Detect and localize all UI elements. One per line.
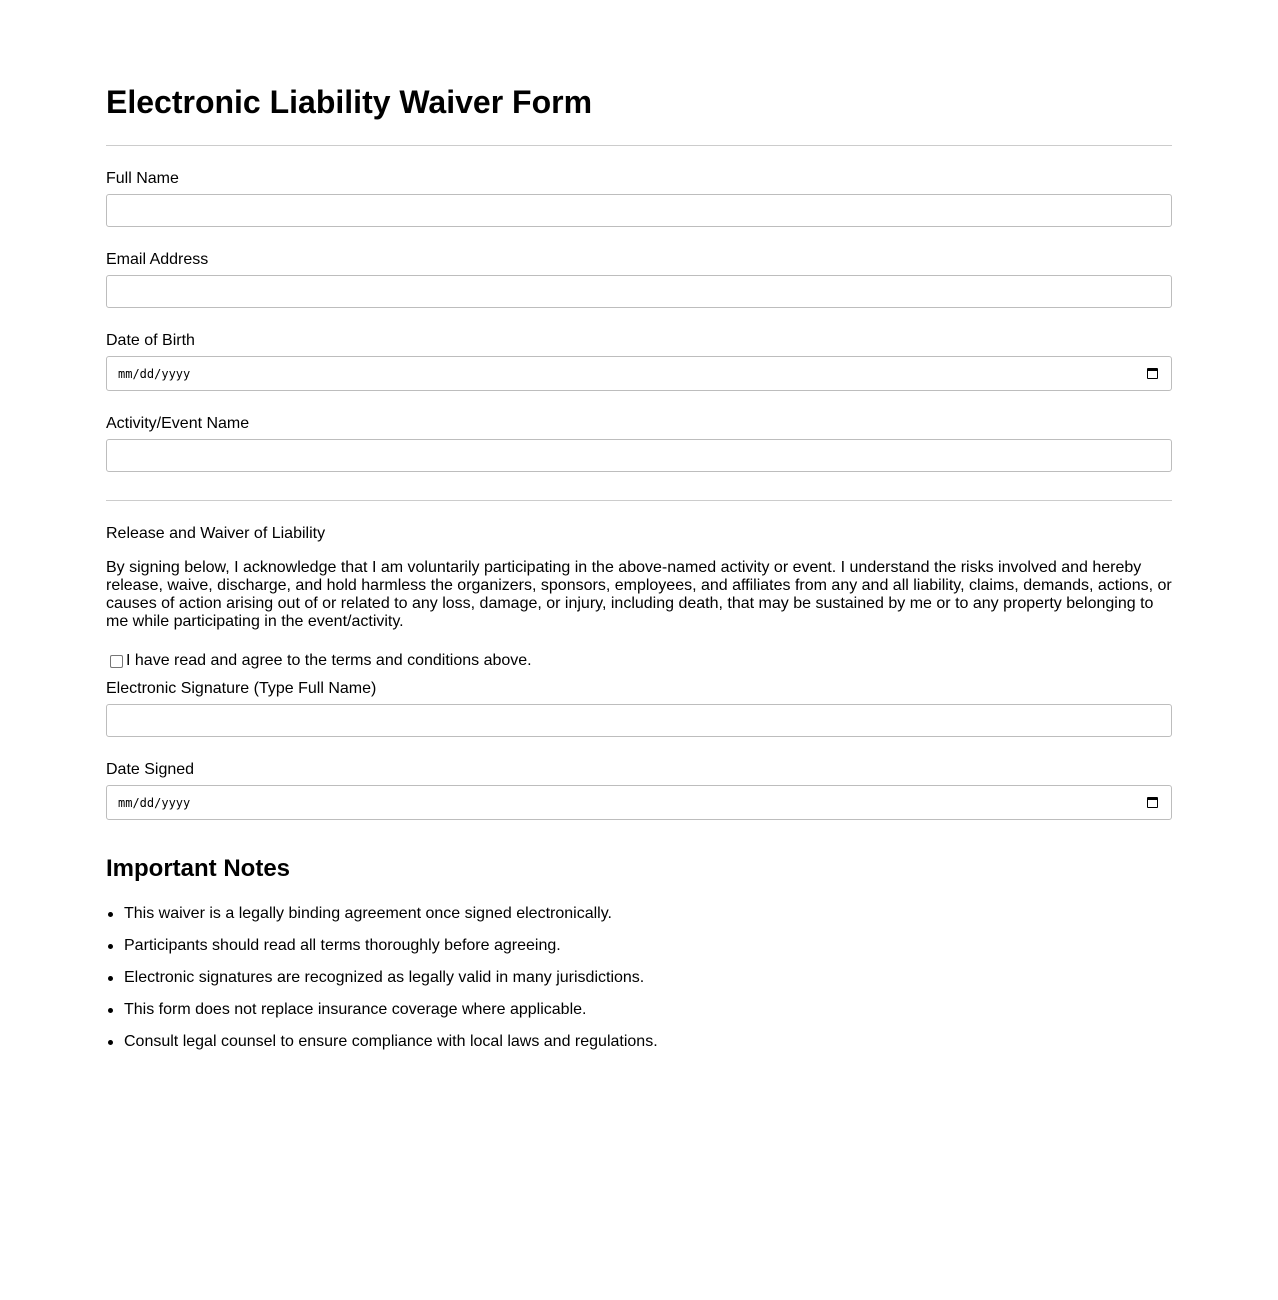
agree-row[interactable] bbox=[110, 651, 532, 671]
section-divider bbox=[106, 500, 1172, 501]
dob-placeholder: mm/dd/yyyy bbox=[118, 367, 191, 381]
bullet-icon bbox=[108, 1040, 113, 1045]
agree-label[interactable]: I have read and agree to the terms and conditions above. bbox=[126, 652, 532, 669]
notes-list bbox=[106, 904, 658, 1064]
activity-input[interactable] bbox=[106, 439, 1172, 472]
email-label: Email Address bbox=[106, 251, 209, 268]
page-title: Electronic Liability Waiver Form bbox=[106, 84, 593, 120]
date-signed-label: Date Signed bbox=[106, 761, 195, 778]
note-text: Electronic signatures are recognized as legally valid in many jurisdictions. bbox=[124, 969, 645, 986]
full-name-label: Full Name bbox=[106, 170, 179, 187]
calendar-icon[interactable] bbox=[1147, 797, 1158, 808]
list-item bbox=[106, 1000, 658, 1032]
list-item bbox=[106, 936, 658, 968]
bullet-icon bbox=[108, 976, 113, 981]
bullet-icon bbox=[108, 912, 113, 917]
note-text: Consult legal counsel to ensure compliance with local laws and regulations. bbox=[124, 1033, 658, 1050]
activity-label: Activity/Event Name bbox=[106, 415, 250, 432]
note-text: This form does not replace insurance coverage where applicable. bbox=[124, 1001, 587, 1018]
date-signed-input[interactable] bbox=[106, 785, 1172, 820]
bullet-icon bbox=[108, 944, 113, 949]
title-divider bbox=[106, 145, 1172, 146]
agree-checkbox[interactable] bbox=[110, 655, 123, 668]
list-item bbox=[106, 1032, 658, 1064]
list-item bbox=[106, 904, 658, 936]
list-item bbox=[106, 968, 658, 1000]
signature-label: Electronic Signature (Type Full Name) bbox=[106, 680, 377, 697]
email-input[interactable] bbox=[106, 275, 1172, 308]
dob-label: Date of Birth bbox=[106, 332, 195, 349]
signature-input[interactable] bbox=[106, 704, 1172, 737]
release-body: By signing below, I acknowledge that I am voluntarily participating in the above-named activity or event. I understand the risks involved and hereby release, waive, discharge, and hold harmless the organizers, sponsors, employees, and affiliates from any and all liability, claims, demands, actions, or causes of action arising out of or related to any loss, damage, or injury, including death, that may be sustained by me or to any property belonging to me while participating in the event/activity. bbox=[106, 559, 1172, 630]
release-title: Release and Waiver of Liability bbox=[106, 525, 326, 542]
bullet-icon bbox=[108, 1008, 113, 1013]
notes-title: Important Notes bbox=[106, 855, 291, 882]
dob-date-input[interactable] bbox=[106, 356, 1172, 391]
note-text: Participants should read all terms thoroughly before agreeing. bbox=[124, 937, 561, 954]
date-signed-placeholder: mm/dd/yyyy bbox=[118, 796, 191, 810]
calendar-icon[interactable] bbox=[1147, 368, 1158, 379]
note-text: This waiver is a legally binding agreement once signed electronically. bbox=[124, 905, 612, 922]
full-name-input[interactable] bbox=[106, 194, 1172, 227]
